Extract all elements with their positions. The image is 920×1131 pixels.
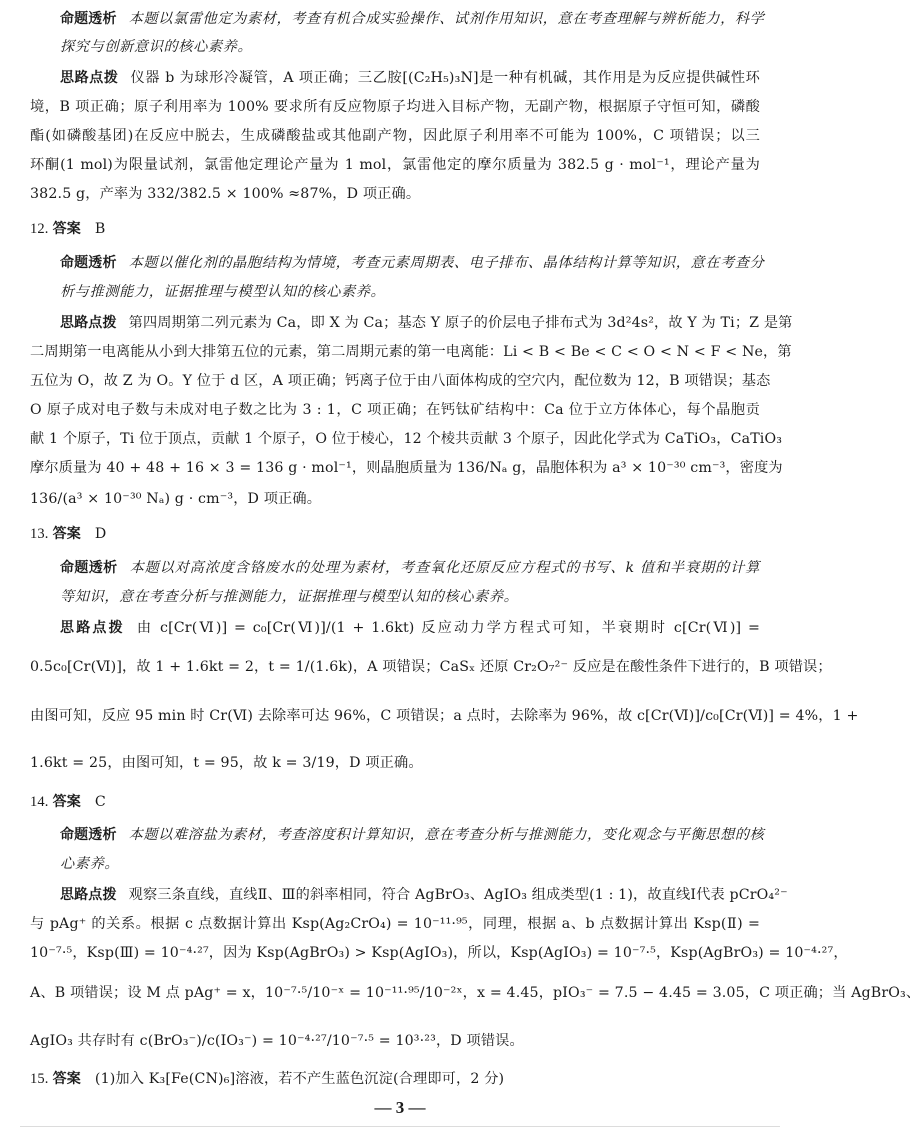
text-line [30, 942, 848, 964]
section-label: 思路点拨 [60, 70, 119, 86]
answer-value: B [94, 221, 106, 237]
line-text: 析与推测能力，证据推理与模型认知的核心素养。 [60, 284, 386, 300]
text-line [30, 913, 760, 935]
line-text: 献 1 个原子，Ti 位于顶点，贡献 1 个原子，O 位于棱心，12 个棱共贡献 3 个原子，因此化学式为 CaTiO₃，CaTiO₃ [30, 431, 783, 447]
text-line [60, 884, 788, 906]
text-line [60, 617, 760, 639]
text-line [60, 312, 793, 334]
line-text: 由图可知，反应 95 min 时 Cr(Ⅵ) 去除率可达 96%，C 项错误；a 点时，去除率为 96%，故 c[Cr(Ⅵ)]/c₀[Cr(Ⅵ)] = 4%，1 + [30, 708, 859, 724]
answer-label: 答案 [52, 794, 81, 810]
answer-label: 答案 [52, 1071, 81, 1087]
line-text: 酯(如磷酸基团)在反应中脱去，生成磷酸盐或其他副产物，因此原子利用率不可能为 100%，C 项错误；以三 [30, 128, 760, 144]
text-line [60, 67, 760, 89]
text-line [30, 656, 832, 678]
section-label: 命题透析 [60, 255, 117, 271]
answer-value: D [94, 526, 107, 542]
question-number: 12. [30, 221, 49, 237]
answer-line [30, 1068, 730, 1090]
text-line [60, 586, 760, 608]
text-line [60, 281, 760, 303]
line-text: 五位为 O，故 Z 为 O。Y 位于 d 区，A 项正确；钙离子位于由八面体构成的空穴内，配位数为 12，B 项错误；基态 [30, 373, 771, 389]
line-text: A、B 项错误；设 M 点 pAg⁺ = x，10⁻⁷·⁵/10⁻ˣ = 10⁻¹¹·⁹⁵/10⁻²ˣ，x = 4.45，pIO₃⁻ = 7.5 − 4.45 = 3.05，C 项正确；当 AgBrO₃、 [30, 985, 920, 1001]
text-line [30, 341, 792, 363]
page-number: — 3 — [374, 1098, 426, 1117]
line-text: 仪器 b 为球形冷凝管，A 项正确；三乙胺[(C₂H₅)₃N]是一种有机碱，其作用是为反应提供碱性环 [130, 70, 760, 86]
text-line [30, 370, 771, 392]
text-line [30, 154, 760, 176]
text-line [60, 853, 760, 875]
text-line [60, 36, 760, 58]
text-line [30, 1030, 730, 1052]
answer-line [30, 791, 730, 813]
line-text: 0.5c₀[Cr(Ⅵ)]，故 1 + 1.6kt = 2，t = 1/(1.6k)，A 项错误；CaSₓ 还原 Cr₂O₇²⁻ 反应是在酸性条件下进行的，B 项错误； [30, 659, 832, 675]
line-text: 探究与创新意识的核心素养。 [60, 39, 253, 55]
section-label: 命题透析 [60, 11, 117, 27]
section-label: 命题透析 [60, 827, 117, 843]
text-line [60, 8, 765, 30]
text-line [30, 125, 760, 147]
text-line [30, 183, 730, 205]
text-line [60, 824, 765, 846]
text-line [30, 428, 783, 450]
line-text: 由 c[Cr(Ⅵ)] = c₀[Cr(Ⅵ)]/(1 + 1.6kt) 反应动力学方程式可知，半衰期时 c[Cr(Ⅵ)] = [136, 620, 760, 636]
text-line [30, 488, 730, 510]
answer-line [30, 523, 730, 545]
text-line [30, 457, 783, 479]
section-label: 思路点拨 [60, 620, 125, 636]
line-text: 1.6kt = 25，由图可知，t = 95，故 k = 3/19，D 项正确。 [30, 755, 423, 771]
text-line [30, 982, 920, 1004]
line-text: AgIO₃ 共存时有 c(BrO₃⁻)/c(IO₃⁻) = 10⁻⁴·²⁷/10⁻⁷·⁵ = 10³·²³，D 项错误。 [30, 1033, 524, 1049]
question-number: 13. [30, 526, 49, 542]
line-text: 第四周期第二列元素为 Ca，即 X 为 Ca；基态 Y 原子的价层电子排布式为 3d²4s²，故 Y 为 Ti；Z 是第 [128, 315, 793, 331]
line-text: 等知识，意在考查分析与推测能力，证据推理与模型认知的核心素养。 [60, 589, 519, 605]
answer-line [30, 218, 730, 240]
line-text: 382.5 g，产率为 332/382.5 × 100% ≈87%，D 项正确。 [30, 186, 421, 202]
line-text: 本题以催化剂的晶胞结构为情境，考查元素周期表、电子排布、晶体结构计算等知识，意在考查分 [128, 255, 765, 271]
line-text: 观察三条直线，直线Ⅱ、Ⅲ的斜率相同，符合 AgBrO₃、AgIO₃ 组成类型(1 : 1)，故直线Ⅰ代表 pCrO₄²⁻ [128, 887, 788, 903]
line-text: 境，B 项正确；原子利用率为 100% 要求所有反应物原子均进入目标产物，无副产物，根据原子守恒可知，磷酸 [30, 99, 760, 115]
answer-label: 答案 [52, 221, 81, 237]
line-text: 摩尔质量为 40 + 48 + 16 × 3 = 136 g · mol⁻¹，则晶胞质量为 136/Nₐ g，晶胞体积为 a³ × 10⁻³⁰ cm⁻³，密度为 [30, 460, 783, 476]
line-text: 心素养。 [60, 856, 120, 872]
text-line [60, 557, 760, 579]
line-text: 本题以对高浓度含铬废水的处理为素材，考查氧化还原反应方程式的书写、k 值和半衰期的计算 [129, 560, 760, 576]
line-text: 本题以难溶盐为素材，考查溶度积计算知识，意在考查分析与推测能力，变化观念与平衡思想的核 [128, 827, 765, 843]
text-line [30, 96, 760, 118]
line-text: 本题以氯雷他定为素材，考查有机合成实验操作、试剂作用知识，意在考查理解与辨析能力，科学 [128, 11, 765, 27]
line-text: 136/(a³ × 10⁻³⁰ Nₐ) g · cm⁻³，D 项正确。 [30, 491, 322, 507]
section-label: 命题透析 [60, 560, 118, 576]
divider [20, 1126, 780, 1127]
text-line [60, 252, 765, 274]
line-text: O 原子成对电子数与未成对电子数之比为 3 : 1，C 项正确；在钙钛矿结构中：Ca 位于立方体体心，每个晶胞贡 [30, 402, 760, 418]
line-text: 10⁻⁷·⁵，Ksp(Ⅲ) = 10⁻⁴·²⁷，因为 Ksp(AgBrO₃) > Ksp(AgIO₃)，所以，Ksp(AgIO₃) = 10⁻⁷·⁵，Ksp(AgBrO₃) = 10⁻⁴·²⁷， [30, 945, 848, 961]
section-label: 思路点拨 [60, 315, 117, 331]
line-text: 与 pAg⁺ 的关系。根据 c 点数据计算出 Ksp(Ag₂CrO₄) = 10⁻¹¹·⁹⁵，同理，根据 a、b 点数据计算出 Ksp(Ⅱ) = [30, 916, 760, 932]
line-text: 环酮(1 mol)为限量试剂，氯雷他定理论产量为 1 mol，氯雷他定的摩尔质量为 382.5 g · mol⁻¹，理论产量为 [30, 157, 760, 173]
section-label: 思路点拨 [60, 887, 117, 903]
text-line [30, 705, 859, 727]
text-line [30, 752, 730, 774]
answer-value: C [94, 794, 106, 810]
question-number: 14. [30, 794, 49, 810]
text-line [30, 399, 760, 421]
answer-value: (1)加入 K₃[Fe(CN)₆]溶液，若不产生蓝色沉淀(合理即可，2 分) [94, 1071, 505, 1087]
question-number: 15. [30, 1071, 49, 1087]
line-text: 二周期第一电离能从小到大排第五位的元素，第二周期元素的第一电离能：Li < B < Be < C < O < N < F < Ne，第 [30, 344, 792, 360]
answer-label: 答案 [52, 526, 81, 542]
